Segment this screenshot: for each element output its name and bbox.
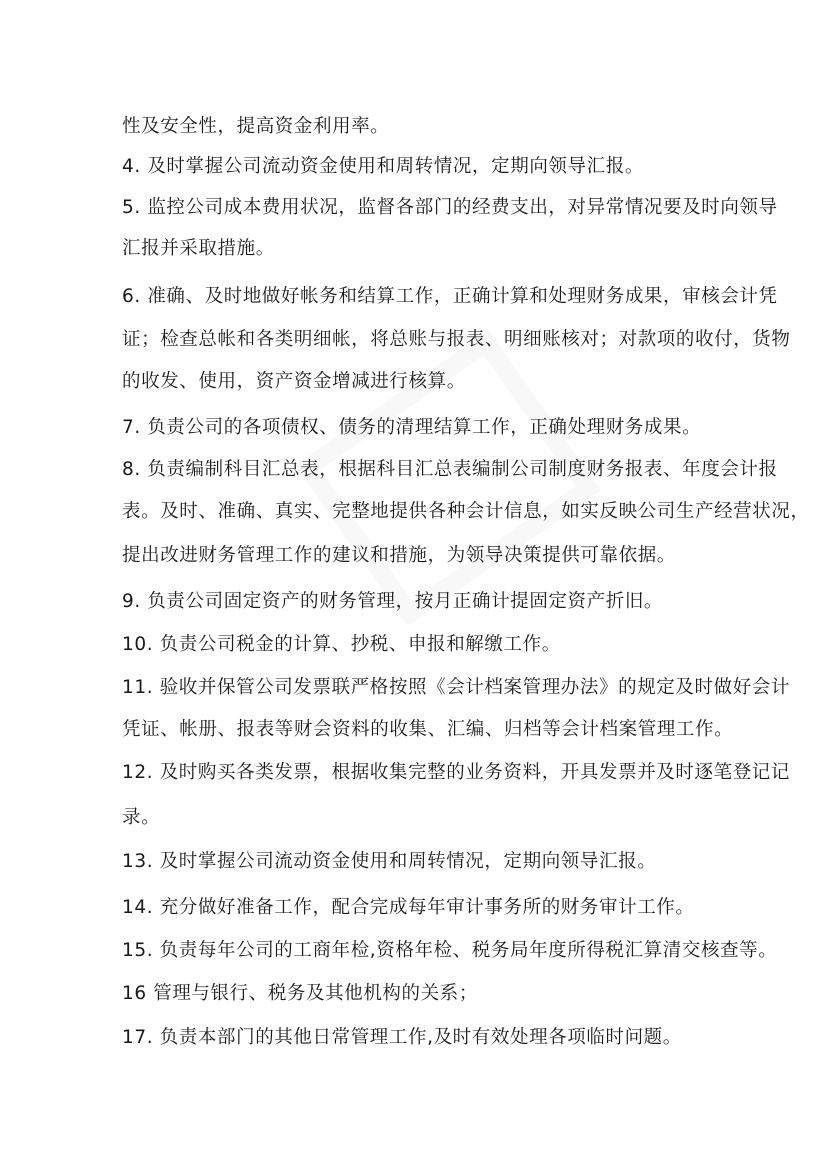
list-item-7: 7. 负责公司的各项债权、债务的清理结算工作，正确处理财务成果。 bbox=[122, 417, 702, 438]
list-item-9: 9. 负责公司固定资产的财务管理，按月正确计提固定资产折旧。 bbox=[122, 591, 664, 612]
list-item-17: 17. 负责本部门的其他日常管理工作,及时有效处理各项临时问题。 bbox=[122, 1027, 682, 1048]
list-item-12: 12. 及时购买各类发票，根据收集完整的业务资料，开具发票并及时逐笔登记记 bbox=[122, 762, 791, 783]
list-item-4: 4. 及时掌握公司流动资金使用和周转情况，定期向领导汇报。 bbox=[122, 156, 644, 177]
list-item-10: 10. 负责公司税金的计算、抄税、申报和解缴工作。 bbox=[122, 634, 561, 655]
list-item-14: 14. 充分做好准备工作，配合完成每年审计事务所的财务审计工作。 bbox=[122, 897, 695, 918]
text-line: 的收发、使用，资产资金增减进行核算。 bbox=[122, 371, 466, 392]
list-item-5: 5. 监控公司成本费用状况，监督各部门的经费支出，对异常情况要及时向领导 bbox=[122, 197, 778, 218]
text-line: 汇报并采取措施。 bbox=[122, 238, 275, 259]
text-line: 表。及时、准确、真实、完整地提供各种会计信息，如实反映公司生产经营状况， bbox=[122, 501, 810, 522]
list-item-15: 15. 负责每年公司的工商年检,资格年检、税务局年度所得税汇算清交核查等。 bbox=[122, 940, 778, 961]
text-line: 凭证、帐册、报表等财会资料的收集、汇编、归档等会计档案管理工作。 bbox=[122, 719, 734, 740]
text-line: 性及安全性，提高资金利用率。 bbox=[122, 116, 390, 137]
text-line: 提出改进财务管理工作的建议和措施，为领导决策提供可靠依据。 bbox=[122, 545, 676, 566]
list-item-13: 13. 及时掌握公司流动资金使用和周转情况，定期向领导汇报。 bbox=[122, 851, 657, 872]
list-item-11: 11. 验收并保管公司发票联严格按照《会计档案管理办法》的规定及时做好会计 bbox=[122, 677, 791, 698]
list-item-16: 16 管理与银行、税务及其他机构的关系； bbox=[122, 983, 478, 1004]
list-item-8: 8. 负责编制科目汇总表，根据科目汇总表编制公司制度财务报表、年度会计报 bbox=[122, 459, 778, 480]
text-line: 证；检查总帐和各类明细帐，将总账与报表、明细账核对；对款项的收付，货物 bbox=[122, 329, 791, 350]
text-line: 录。 bbox=[122, 807, 161, 828]
list-item-6: 6. 准确、及时地做好帐务和结算工作，正确计算和处理财务成果，审核会计凭 bbox=[122, 286, 778, 307]
